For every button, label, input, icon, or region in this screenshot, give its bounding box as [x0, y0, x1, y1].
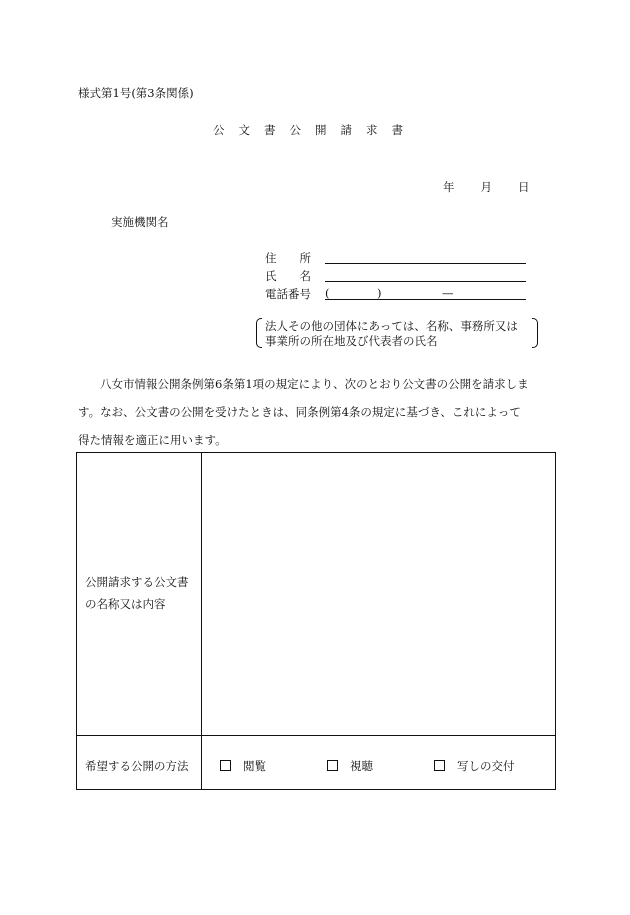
- option-viewing[interactable]: [327, 758, 373, 774]
- note-bracket-left: [256, 318, 262, 348]
- option-label: 視聴: [350, 759, 373, 773]
- address-field[interactable]: [325, 249, 526, 264]
- date-line: [443, 179, 530, 195]
- phone-paren-close: ): [377, 286, 382, 300]
- name-label: 氏 名: [265, 269, 311, 283]
- bracketed-note: [256, 318, 538, 348]
- agency-label: 実施機関名: [111, 215, 169, 229]
- phone-label: 電話番号: [265, 287, 311, 301]
- table-divider-horizontal: [77, 735, 555, 736]
- body-text-line-2: す。なお、公文書の公開を受けたときは、同条例第4条の規定に基づき、これによって: [78, 405, 521, 419]
- option-copy-delivery[interactable]: [434, 758, 515, 774]
- date-month: 月: [480, 180, 492, 194]
- table-divider-vertical: [201, 453, 202, 789]
- option-inspection[interactable]: [220, 758, 266, 774]
- phone-dash: —: [442, 286, 454, 300]
- phone-field[interactable]: [325, 285, 526, 300]
- request-table: [76, 452, 556, 790]
- checkbox-icon[interactable]: [434, 760, 445, 771]
- document-title: [0, 122, 630, 138]
- document-name-label-line-2: の名称又は内容: [85, 597, 166, 611]
- option-label: 写しの交付: [457, 759, 515, 773]
- form-number: 様式第1号(第3条関係): [78, 86, 194, 100]
- document-title-text: 公文書公開請求書: [213, 123, 417, 137]
- document-name-label-line-1: 公開請求する公文書: [85, 575, 189, 589]
- note-line-2: 事業所の所在地及び代表者の氏名: [265, 334, 438, 348]
- date-year: 年: [443, 180, 455, 194]
- checkbox-icon[interactable]: [220, 760, 231, 771]
- checkbox-icon[interactable]: [327, 760, 338, 771]
- body-text-line-1: 八女市情報公開条例第6条第1項の規定により、次のとおり公文書の公開を請求しま: [100, 377, 529, 391]
- body-text-line-3: 得た情報を適正に用います。: [78, 433, 227, 447]
- option-label: 閲覧: [243, 759, 266, 773]
- date-day: 日: [518, 180, 530, 194]
- document-name-label: [85, 571, 189, 615]
- note-line-1: 法人その他の団体にあっては、名称、事務所又は: [265, 319, 518, 333]
- note-bracket-right: [532, 318, 538, 348]
- phone-paren-open: (: [325, 286, 330, 300]
- disclosure-method-label: 希望する公開の方法: [85, 759, 189, 773]
- name-field[interactable]: [325, 267, 526, 282]
- address-label: 住 所: [265, 251, 311, 265]
